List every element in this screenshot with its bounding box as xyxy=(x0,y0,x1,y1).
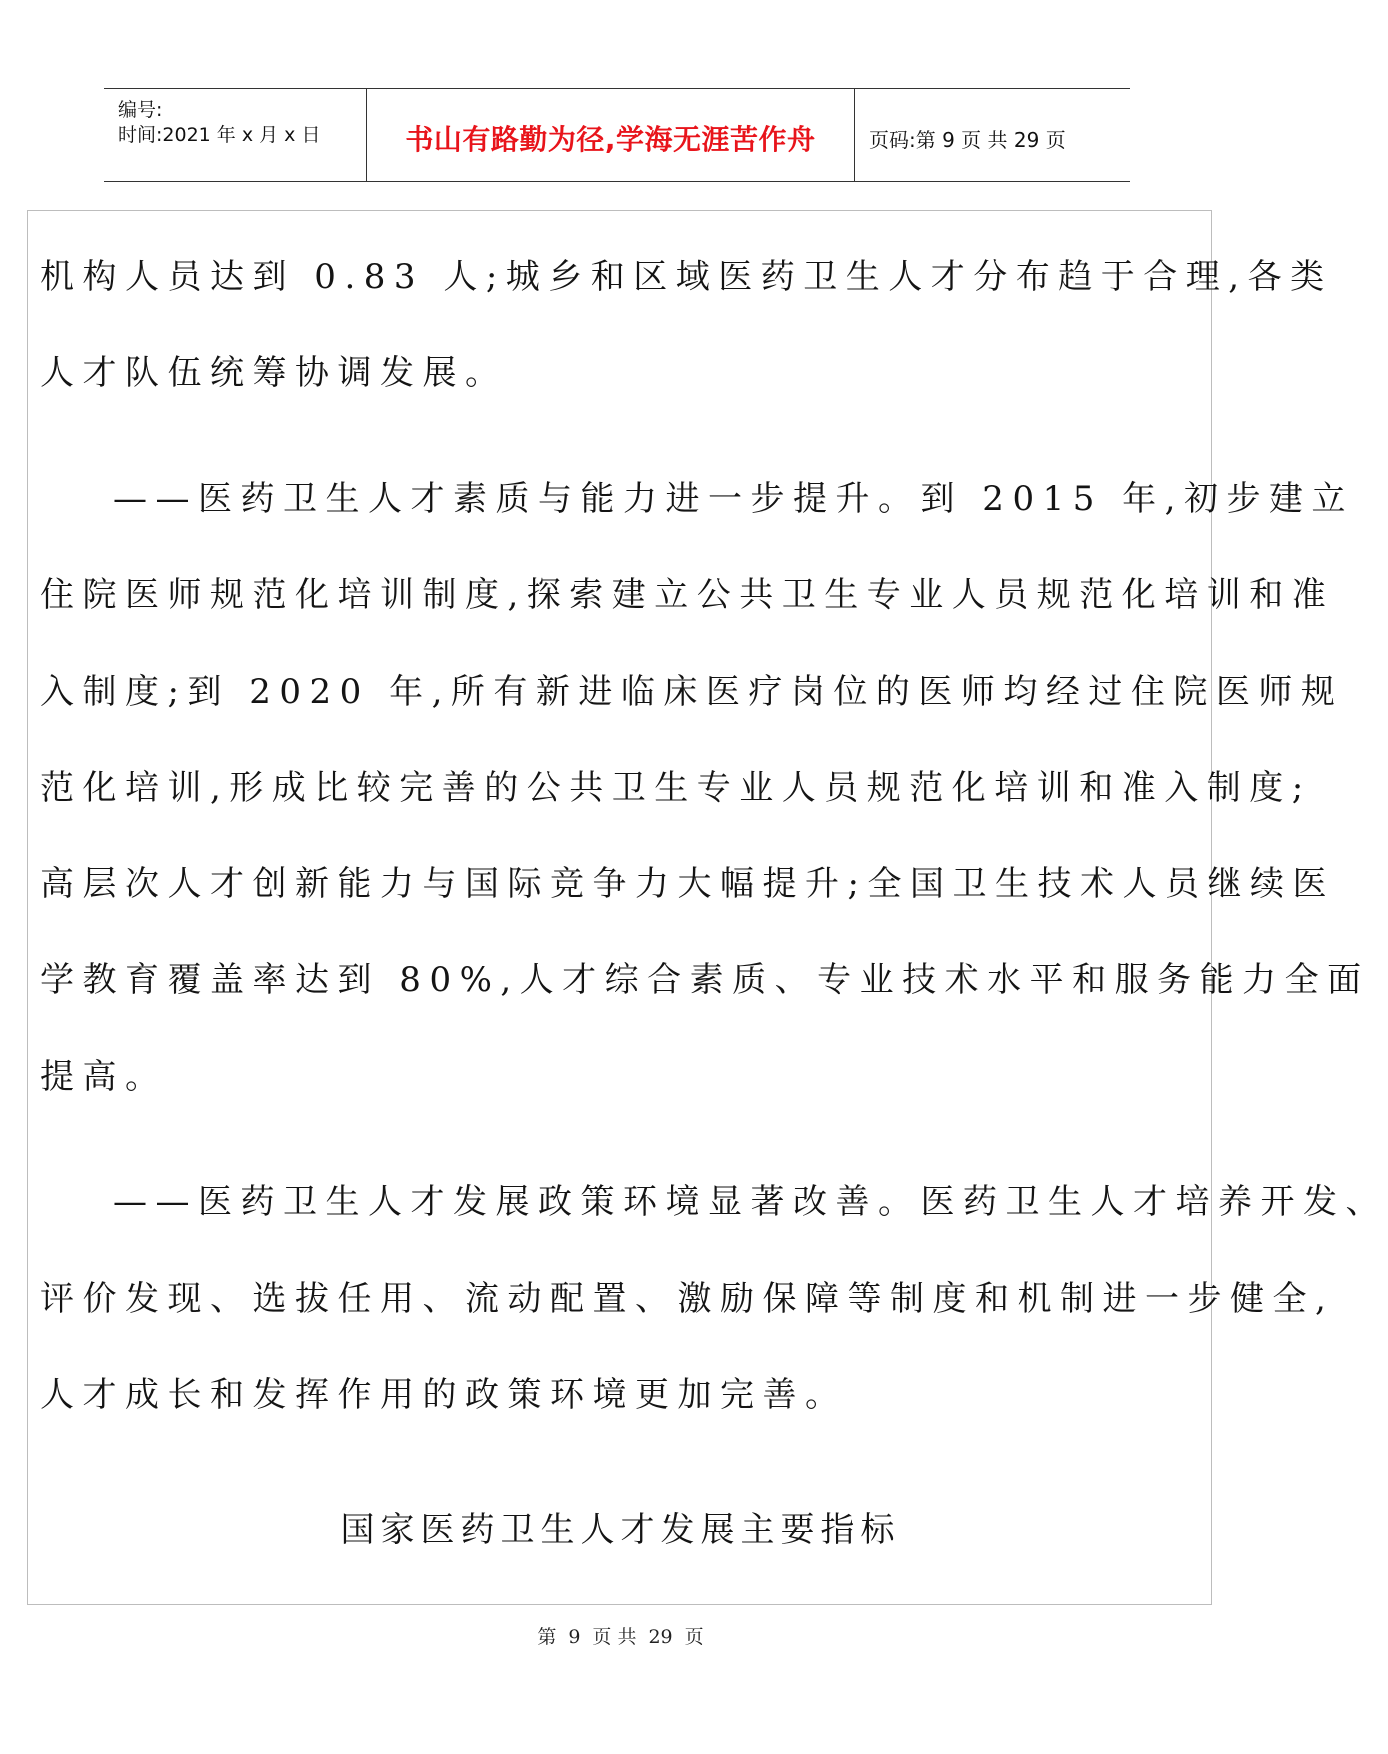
body-line-3: ——医药卫生人才素质与能力进一步提升。到 2015 年,初步建立 xyxy=(113,479,1354,519)
body-line-5: 入制度;到 2020 年,所有新进临床医疗岗位的医师均经过住院医师规 xyxy=(40,672,1344,712)
body-line-8: 学教育覆盖率达到 80%,人才综合素质、专业技术水平和服务能力全面 xyxy=(40,960,1370,1000)
body-line-11: 评价发现、选拔任用、流动配置、激励保障等制度和机制进一步健全, xyxy=(40,1279,1335,1319)
body-line-4: 住院医师规范化培训制度,探索建立公共卫生专业人员规范化培训和准 xyxy=(40,575,1335,615)
body-line-2: 人才队伍统筹协调发展。 xyxy=(40,353,508,393)
header-motto: 书山有路勤为径,学海无涯苦作舟 xyxy=(405,123,816,156)
document-time-label: 时间:2021 年 x 月 x 日 xyxy=(118,124,321,146)
header-page-info: 页码:第 9 页 共 29 页 xyxy=(869,128,1066,152)
body-line-1: 机构人员达到 0.83 人;城乡和区域医药卫生人才分布趋于合理,各类 xyxy=(40,257,1333,297)
page-footer xyxy=(0,1622,1241,1649)
header-page-cell xyxy=(855,89,1130,181)
footer-page-prefix: 第 xyxy=(537,1626,557,1648)
body-line-6: 范化培训,形成比较完善的公共卫生专业人员规范化培训和准入制度; xyxy=(40,768,1312,808)
header-motto-cell xyxy=(367,89,855,181)
footer-page-mid: 页 共 xyxy=(592,1626,637,1648)
table-title: 国家医药卫生人才发展主要指标 xyxy=(340,1510,901,1550)
body-line-7: 高层次人才创新能力与国际竞争力大幅提升;全国卫生技术人员继续医 xyxy=(40,864,1335,904)
body-line-10: ——医药卫生人才发展政策环境显著改善。医药卫生人才培养开发、 xyxy=(113,1182,1388,1222)
footer-page-number: 9 xyxy=(568,1626,581,1648)
footer-page-suffix: 页 xyxy=(684,1626,704,1648)
header-meta-cell xyxy=(104,89,367,181)
footer-page-total: 29 xyxy=(648,1626,673,1648)
page-header xyxy=(104,88,1130,182)
body-line-9: 提高。 xyxy=(40,1057,168,1097)
body-line-12: 人才成长和发挥作用的政策环境更加完善。 xyxy=(40,1375,848,1415)
document-number-label: 编号: xyxy=(118,99,163,121)
